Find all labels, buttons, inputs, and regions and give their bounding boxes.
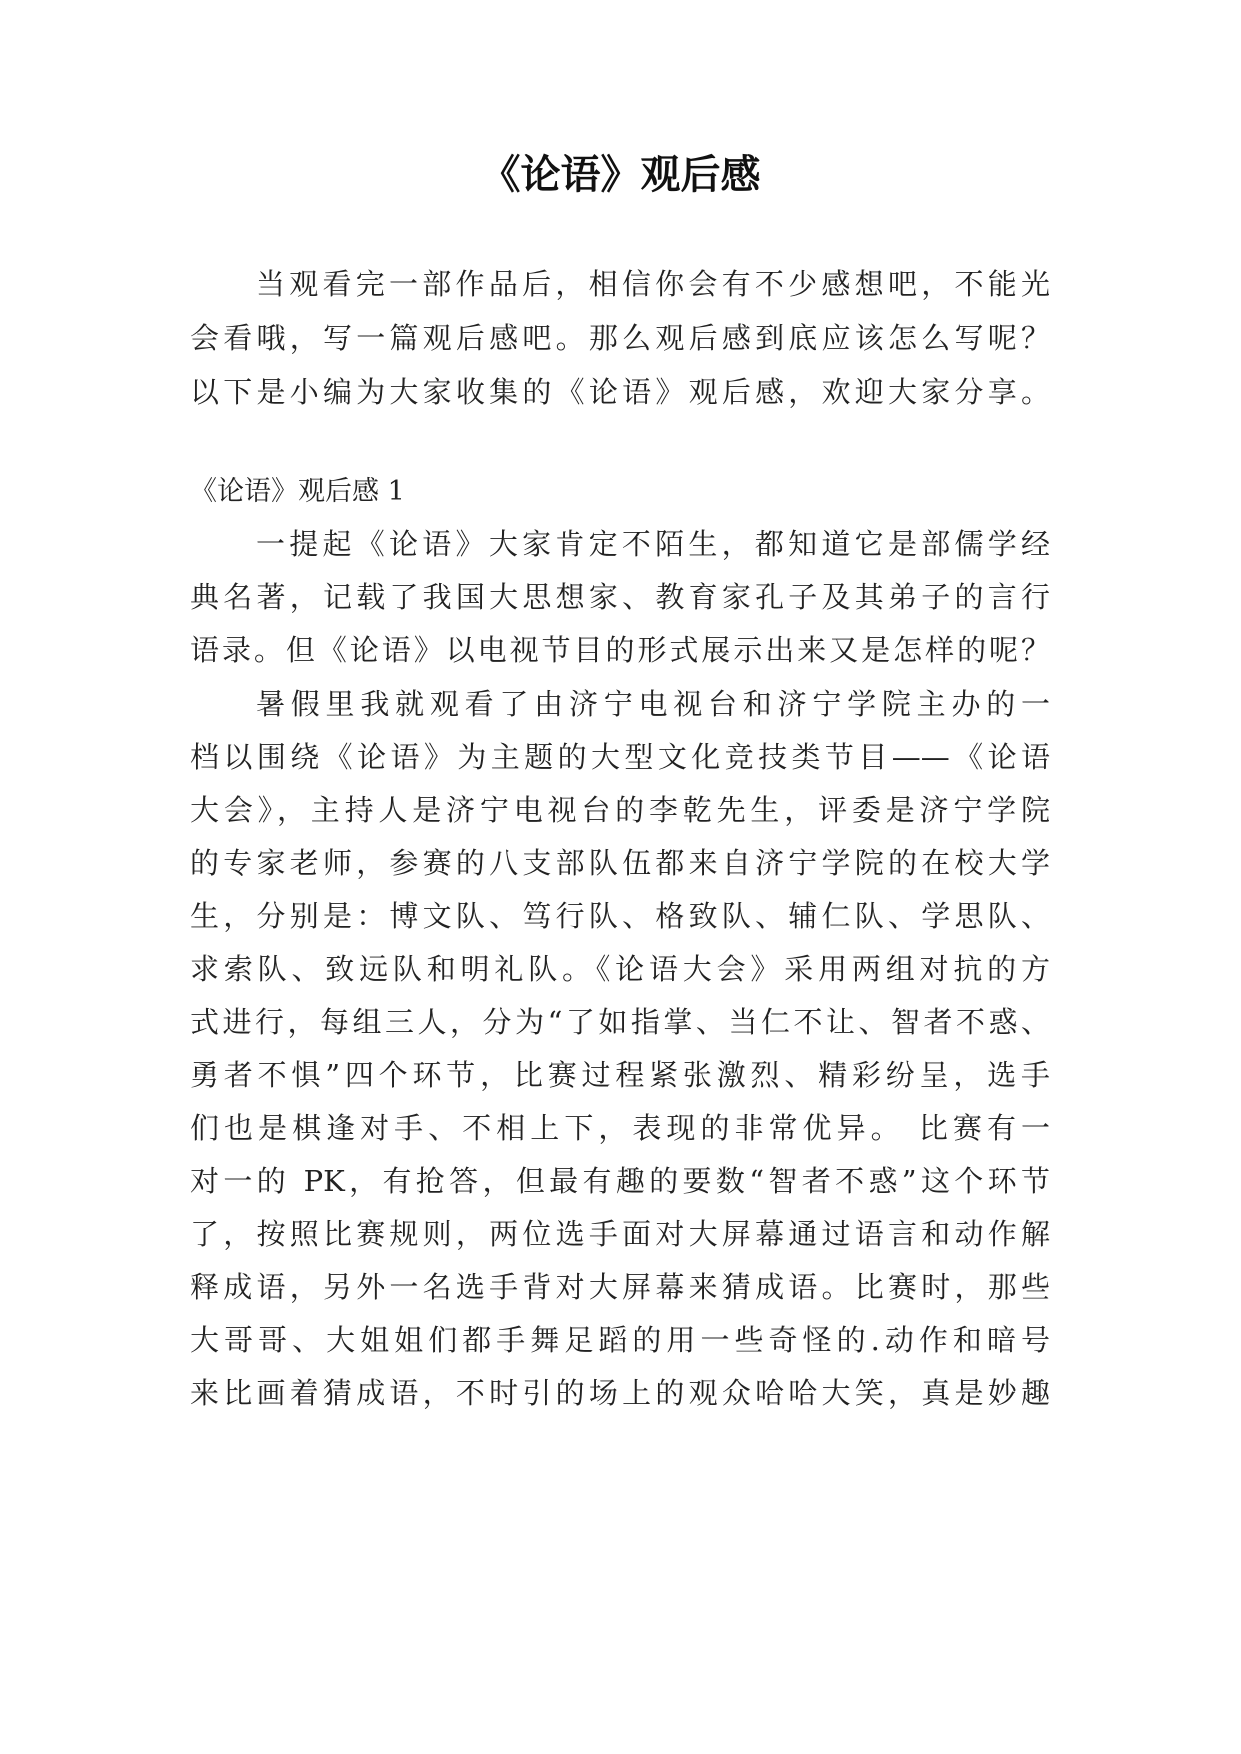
paragraph-line: 档以围绕《论语》为主题的大型文化竞技类节目——《论语 — [190, 740, 1050, 774]
intro-line: 以下是小编为大家收集的《论语》观后感，欢迎大家分享。 — [190, 375, 1050, 409]
paragraph-line: 大会》，主持人是济宁电视台的李乾先生，评委是济宁学院 — [190, 793, 1050, 827]
paragraph-line: 语录。但《论语》以电视节目的形式展示出来又是怎样的呢？ — [190, 633, 1050, 667]
paragraph-line: 的专家老师，参赛的八支部队伍都来自济宁学院的在校大学 — [190, 846, 1050, 880]
paragraph-line: 暑假里我就观看了由济宁电视台和济宁学院主办的一 — [256, 687, 1050, 721]
paragraph-line: 释成语，另外一名选手背对大屏幕来猜成语。比赛时，那些 — [190, 1270, 1050, 1304]
paragraph-line: 们也是棋逢对手、不相上下，表现的非常优异。 比赛有一 — [190, 1111, 1050, 1145]
paragraph-line: 大哥哥、大姐姐们都手舞足蹈的用一些奇怪的.动作和暗号 — [190, 1323, 1050, 1357]
paragraph-line: 了，按照比赛规则，两位选手面对大屏幕通过语言和动作解 — [190, 1217, 1050, 1251]
intro-line: 当观看完一部作品后，相信你会有不少感想吧，不能光 — [256, 267, 1050, 301]
paragraph-line: 生，分别是：博文队、笃行队、格致队、辅仁队、学思队、 — [190, 899, 1050, 933]
paragraph-line: 对一的 PK，有抢答，但最有趣的要数“智者不惑”这个环节 — [190, 1164, 1050, 1198]
paragraph-line: 一提起《论语》大家肯定不陌生，都知道它是部儒学经 — [256, 527, 1050, 561]
paragraph-line: 勇者不惧”四个环节，比赛过程紧张激烈、精彩纷呈，选手 — [190, 1058, 1050, 1092]
paragraph-line: 来比画着猜成语，不时引的场上的观众哈哈大笑，真是妙趣 — [190, 1376, 1050, 1410]
paragraph-line: 求索队、致远队和明礼队。《论语大会》采用两组对抗的方 — [190, 952, 1050, 986]
paragraph-line: 式进行，每组三人，分为“了如指掌、当仁不让、智者不惑、 — [190, 1005, 1050, 1039]
document-title: 《论语》观后感 — [480, 152, 761, 198]
paragraph-line: 典名著，记载了我国大思想家、教育家孔子及其弟子的言行 — [190, 580, 1050, 614]
section-heading: 《论语》观后感 1 — [190, 476, 405, 507]
intro-line: 会看哦，写一篇观后感吧。那么观后感到底应该怎么写呢？ — [190, 321, 1050, 355]
